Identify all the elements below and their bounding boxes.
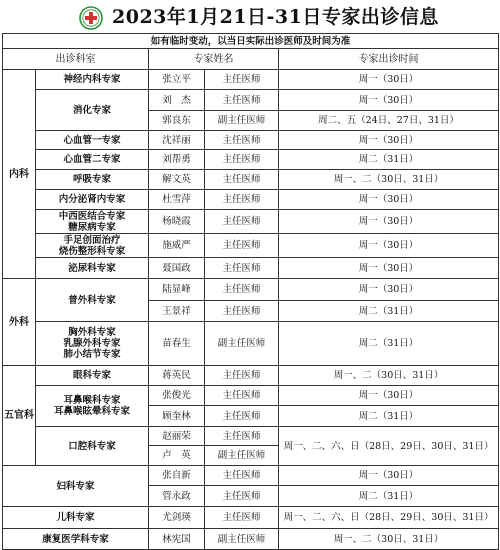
table-row — [3, 131, 499, 150]
doctor-title: 主任医师 — [205, 386, 279, 406]
visit-time: 周一（30日） — [279, 234, 499, 258]
category-internal: 内科 — [3, 70, 36, 279]
dept-cell: 眼科专家 — [36, 366, 149, 386]
schedule-table — [2, 33, 499, 550]
doctor-name: 王景祥 — [149, 301, 205, 322]
table-row — [3, 322, 499, 366]
dept-cell: 中西医结合专家 糖尿病专家 — [36, 210, 149, 234]
table-row — [3, 466, 499, 486]
table-row — [3, 427, 499, 446]
doctor-name: 郭良东 — [149, 111, 205, 131]
doctor-name: 赵丽荣 — [149, 427, 205, 446]
table-row — [3, 386, 499, 406]
doctor-name: 施威严 — [149, 234, 205, 258]
table-row — [3, 279, 499, 301]
table-row — [3, 234, 499, 258]
doctor-name: 尤剑瑛 — [149, 507, 205, 529]
header-row — [3, 49, 499, 70]
doctor-name: 刘帮勇 — [149, 150, 205, 170]
dept-cell: 耳鼻喉科专家 耳鼻喉眩晕科专家 — [36, 386, 149, 427]
visit-time: 周二（31日） — [279, 486, 499, 507]
visit-time: 周二（31日） — [279, 406, 499, 427]
table-row — [3, 70, 499, 90]
table-row — [3, 90, 499, 111]
visit-time: 周二（31日） — [279, 301, 499, 322]
doctor-name: 杨晓霞 — [149, 210, 205, 234]
visit-time: 周二（31日） — [279, 322, 499, 366]
doctor-title: 主任医师 — [205, 486, 279, 507]
doctor-name: 沈祥丽 — [149, 131, 205, 150]
hospital-logo-icon — [79, 6, 103, 30]
doctor-name: 蒋英民 — [149, 366, 205, 386]
dept-cell: 心血管一专家 — [36, 131, 149, 150]
header-time: 专家出诊时间 — [279, 49, 499, 70]
visit-time: 周一（30日） — [279, 210, 499, 234]
header-dept: 出诊科室 — [3, 49, 149, 70]
dept-cell: 内分泌肾内专家 — [36, 190, 149, 210]
visit-time: 周一、二、六、日（28日、29日、30日、31日） — [279, 507, 499, 529]
dept-cell: 儿科专家 — [3, 507, 149, 529]
doctor-name: 林宪国 — [149, 529, 205, 550]
table-row — [3, 190, 499, 210]
header-name: 专家姓名 — [149, 49, 279, 70]
dept-cell: 妇科专家 — [3, 466, 149, 507]
dept-cell: 呼吸专家 — [36, 170, 149, 190]
doctor-title: 主任医师 — [205, 210, 279, 234]
doctor-name: 聂国政 — [149, 258, 205, 279]
doctor-title: 主任医师 — [205, 427, 279, 446]
doctor-title: 副主任医师 — [205, 446, 279, 466]
doctor-title: 副主任医师 — [205, 529, 279, 550]
dept-cell: 手足创面治疗 烧伤整形科专家 — [36, 234, 149, 258]
visit-time: 周一、二（30日、31日） — [279, 366, 499, 386]
doctor-name: 张自新 — [149, 466, 205, 486]
doctor-title: 主任医师 — [205, 234, 279, 258]
notice-row — [3, 34, 499, 49]
visit-time: 周一（30日） — [279, 90, 499, 111]
table-row — [3, 170, 499, 190]
table-row — [3, 507, 499, 529]
doctor-title: 主任医师 — [205, 507, 279, 529]
dept-cell: 泌尿科专家 — [36, 258, 149, 279]
doctor-name: 刘 杰 — [149, 90, 205, 111]
doctor-name: 顾奎林 — [149, 406, 205, 427]
doctor-title: 主任医师 — [205, 131, 279, 150]
doctor-name: 苗春生 — [149, 322, 205, 366]
doctor-title: 主任医师 — [205, 301, 279, 322]
visit-time: 周一、二（30日、31日） — [279, 170, 499, 190]
table-row — [3, 366, 499, 386]
doctor-title: 主任医师 — [205, 279, 279, 301]
visit-time: 周一（30日） — [279, 279, 499, 301]
visit-time: 周一（30日） — [279, 386, 499, 406]
category-five-senses: 五官科 — [3, 366, 36, 466]
doctor-name: 张俊光 — [149, 386, 205, 406]
page-header — [0, 0, 500, 34]
dept-cell: 消化专家 — [36, 90, 149, 131]
doctor-name: 解文英 — [149, 170, 205, 190]
notice-text: 如有临时变动，以当日实际出诊医师及时间为准 — [3, 34, 499, 49]
category-surgery: 外科 — [3, 279, 36, 366]
doctor-title: 主任医师 — [205, 70, 279, 90]
dept-cell: 神经内科专家 — [36, 70, 149, 90]
doctor-name: 卢 英 — [149, 446, 205, 466]
visit-time: 周一（30日） — [279, 131, 499, 150]
doctor-title: 主任医师 — [205, 190, 279, 210]
doctor-title: 主任医师 — [205, 466, 279, 486]
doctor-title: 副主任医师 — [205, 322, 279, 366]
doctor-title: 主任医师 — [205, 406, 279, 427]
table-row — [3, 210, 499, 234]
doctor-name: 杜雪萍 — [149, 190, 205, 210]
dept-cell: 胸外科专家 乳腺外科专家 肺小结节专家 — [36, 322, 149, 366]
doctor-title: 主任医师 — [205, 366, 279, 386]
doctor-title: 主任医师 — [205, 170, 279, 190]
table-row — [3, 258, 499, 279]
doctor-name: 管永政 — [149, 486, 205, 507]
dept-cell: 康复医学科专家 — [3, 529, 149, 550]
visit-time: 周一、二、六、日（28日、29日、30日、31日） — [279, 427, 499, 466]
doctor-title: 主任医师 — [205, 258, 279, 279]
visit-time: 周一（30日） — [279, 258, 499, 279]
doctor-name: 张立平 — [149, 70, 205, 90]
table-row — [3, 150, 499, 170]
visit-time: 周一（30日） — [279, 466, 499, 486]
dept-cell: 心血管二专家 — [36, 150, 149, 170]
table-row — [3, 529, 499, 550]
doctor-title: 副主任医师 — [205, 111, 279, 131]
visit-time: 周一（30日） — [279, 190, 499, 210]
visit-time: 周一（30日） — [279, 70, 499, 90]
doctor-title: 主任医师 — [205, 150, 279, 170]
dept-cell: 普外科专家 — [36, 279, 149, 322]
page-title: 2023年1月21日-31日专家出诊信息 — [112, 6, 439, 28]
dept-cell: 口腔科专家 — [36, 427, 149, 466]
doctor-name: 陆显峰 — [149, 279, 205, 301]
visit-time: 周一、二（30日、31日） — [279, 529, 499, 550]
visit-time: 周二（31日） — [279, 150, 499, 170]
visit-time: 周二、五（24日、27日、31日） — [279, 111, 499, 131]
doctor-title: 主任医师 — [205, 90, 279, 111]
